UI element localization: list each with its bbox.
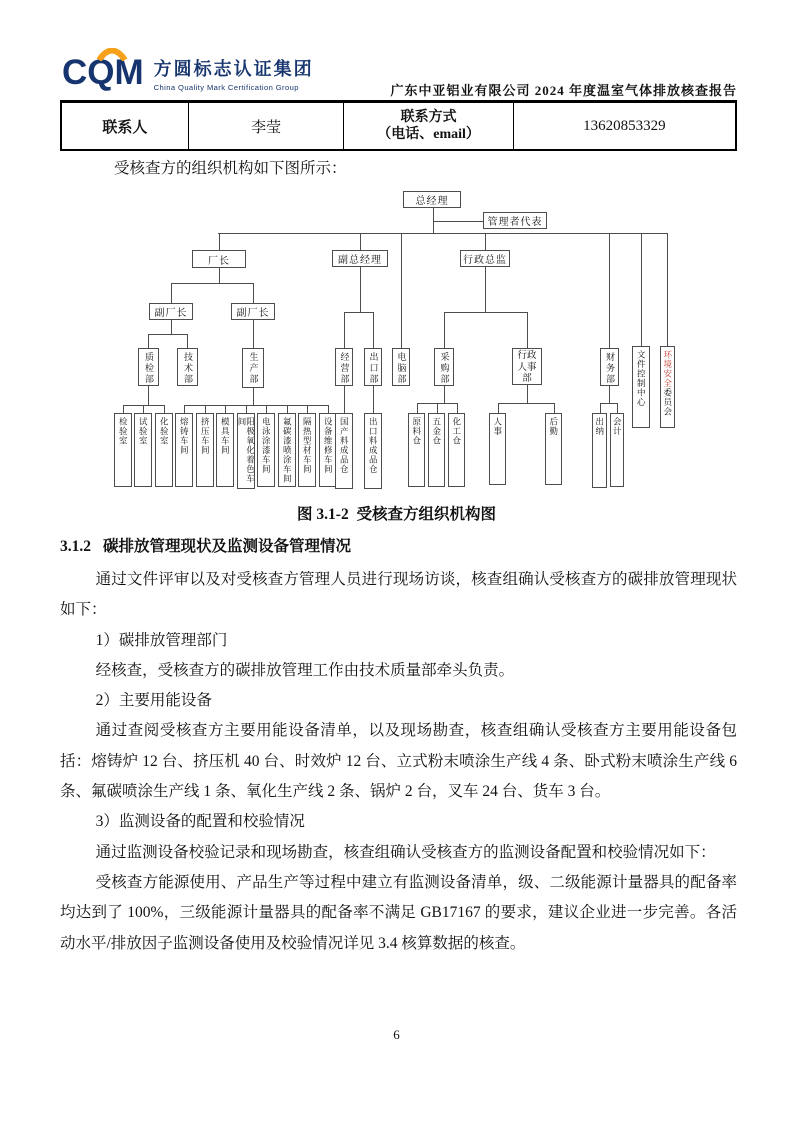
org-line: [148, 334, 149, 348]
intro-sentence: 受核查方的组织机构如下图所示：: [114, 160, 347, 177]
org-line: [287, 405, 288, 413]
org-line: [360, 266, 361, 312]
paragraph: 经核查，受核查方的碳排放管理工作由技术质量部牵头负责。: [95, 661, 515, 679]
org-line: [600, 403, 601, 413]
cqm-acronym: CQM: [62, 53, 144, 92]
org-line: [187, 334, 188, 348]
contact-table: [60, 103, 737, 151]
org-line: [205, 405, 206, 413]
paragraph: 通过查阅受核查方主要用能设备清单，以及现场勘查，核查组确认受核查方主要用能设备包括：熔铸炉 12 台、挤压机 40 台、时效炉 12 台、立式粉末喷涂生产线 4 条、卧式粉末喷涂生产线 6 条、氟碳喷涂生产线 1 条、氧化生产线 2 条、锅炉 2 台，叉车 24 台、货车 3 台。: [60, 722, 737, 801]
org-line: [498, 403, 554, 404]
contact-label-cell: 联系人: [102, 119, 148, 136]
section-title: 碳排放管理现状及监测设备管理情况: [103, 538, 352, 555]
org-node-lab-room: 化验室: [155, 413, 173, 487]
org-node-export-dept: 出口部: [364, 348, 382, 386]
org-line: [498, 403, 499, 413]
org-line: [344, 386, 345, 413]
body-text-block: [60, 534, 737, 959]
org-line: [360, 233, 361, 250]
org-node-general-manager: 总经理: [403, 191, 461, 208]
org-line: [554, 403, 555, 413]
org-line: [444, 312, 528, 313]
org-node-equipment-maintenance-workshop: 设备维修车间: [319, 413, 337, 487]
org-node-test-room: 试验室: [134, 413, 152, 487]
org-line: [253, 388, 254, 405]
section-heading: [60, 534, 737, 556]
org-line: [609, 233, 610, 348]
org-line: [667, 233, 668, 346]
paragraph: 受核查方能源使用、产品生产等过程中建立有监测设备清单，级、二级能源计量器具的配备率均达到了 100%，三级能源计量器具的配备率不满足 GB17167 的要求，建议企业进一步完善。各活动水平/排放因子监测设备使用及校验情况详见 3.4 核算数据的核查。: [60, 873, 737, 952]
cqm-arc-icon: [95, 48, 129, 61]
org-node-admin-hr-dept: 行政人事部: [512, 348, 542, 385]
org-line: [184, 405, 185, 413]
org-line: [485, 233, 486, 250]
report-title: 广东中亚铝业有限公司 2024 年度温室气体排放核查报告: [390, 83, 737, 98]
figure-caption: 图 3.1-2 受核查方组织机构图: [297, 506, 496, 523]
org-line: [444, 312, 445, 348]
cqm-logo-names: [154, 55, 314, 92]
org-line: [171, 283, 172, 303]
org-node-logistics: 后勤: [545, 413, 562, 485]
org-node-production-dept: 生产部: [242, 348, 264, 388]
org-line: [143, 405, 144, 413]
org-line: [457, 403, 458, 413]
org-node-export-product-warehouse: 出口料成品仓: [364, 413, 382, 489]
org-node-management-representative: 管理者代表: [483, 212, 547, 229]
cqm-logo-mark: [62, 52, 144, 94]
org-line: [433, 221, 483, 222]
section-number: 3.1.2: [60, 538, 91, 555]
org-node-chemical-warehouse: 化工仓: [448, 413, 465, 487]
org-line: [437, 403, 438, 413]
org-line: [171, 283, 254, 284]
org-node-mold-workshop: 模具车间: [216, 413, 234, 487]
org-line: [225, 405, 226, 413]
org-node-deputy-factory-director-1: 副厂长: [149, 303, 193, 320]
org-line: [417, 403, 418, 413]
org-line: [444, 386, 445, 403]
page-number: 6: [393, 1027, 400, 1042]
paragraph: 2）主要用能设备: [95, 692, 212, 710]
org-line: [253, 320, 254, 348]
org-node-deputy-general-manager: 副总经理: [332, 250, 388, 267]
paragraph: 通过监测设备校验记录和现场勘查，核查组确认受核查方的监测设备配置和校验情况如下：: [95, 843, 716, 861]
org-line: [617, 403, 618, 413]
org-line: [307, 405, 308, 413]
contact-name-cell: 李莹: [188, 103, 343, 149]
org-line: [373, 312, 374, 348]
org-node-extrusion-workshop: 挤压车间: [196, 413, 214, 487]
org-node-qc-dept: 质检部: [138, 348, 159, 386]
paragraph: 3）监测设备的配置和校验情况: [95, 813, 305, 831]
org-node-accountant: 会计: [610, 413, 624, 487]
contact-method-cell: [343, 103, 513, 149]
org-line: [246, 405, 247, 413]
org-line: [344, 312, 374, 313]
org-line: [527, 312, 528, 348]
org-line: [253, 283, 254, 303]
org-node-deputy-factory-director-2: 副厂长: [231, 303, 275, 320]
contact-method-line1: 联系方式: [400, 110, 457, 125]
org-node-document-control-center: 文件控制中心: [632, 346, 650, 428]
org-node-computer-dept: 电脑部: [392, 348, 410, 386]
org-node-domestic-product-warehouse: 国产料成品仓: [335, 413, 353, 489]
org-node-raw-material-warehouse: 原料仓: [408, 413, 425, 487]
org-line: [641, 233, 642, 346]
org-line: [609, 386, 610, 403]
org-line: [148, 334, 188, 335]
org-line: [373, 386, 374, 413]
paragraph: 通过文件评审以及对受核查方管理人员进行现场访谈，核查组确认受核查方的碳排放管理现状如下：: [60, 571, 737, 619]
org-node-finance-dept: 财务部: [600, 348, 619, 386]
org-node-ehs-committee: 环境安全委员会: [660, 346, 675, 428]
org-line: [219, 233, 220, 250]
org-line: [527, 385, 528, 403]
cqm-name-cn: 方圆标志认证集团: [153, 58, 314, 79]
org-node-electrophoresis-workshop: 电泳涂漆车间: [257, 413, 275, 487]
org-node-fluorocarbon-workshop: 氟碳漆喷涂车间: [278, 413, 296, 487]
org-node-hardware-warehouse: 五金仓: [428, 413, 445, 487]
org-node-thermal-break-workshop: 隔热型材车间: [298, 413, 316, 487]
org-node-cashier: 出纳: [592, 413, 607, 488]
org-line: [123, 405, 124, 413]
org-node-personnel: 人事: [489, 413, 506, 485]
org-line: [219, 268, 220, 283]
org-line: [266, 405, 267, 413]
org-node-inspection-room: 检验室: [114, 413, 132, 487]
org-line: [123, 405, 165, 406]
org-line: [164, 405, 165, 413]
org-line: [401, 233, 402, 348]
cqm-logo: [62, 52, 314, 94]
org-line: [171, 320, 172, 334]
org-line: [344, 312, 345, 348]
org-node-factory-director: 厂长: [192, 250, 246, 268]
org-line: [148, 386, 149, 405]
org-line: [485, 266, 486, 312]
org-node-business-dept: 经营部: [335, 348, 353, 386]
org-node-tech-dept: 技术部: [177, 348, 198, 386]
org-node-admin-director: 行政总监: [460, 250, 510, 267]
org-line: [218, 233, 668, 234]
org-line: [600, 403, 618, 404]
cqm-name-en: China Quality Mark Certification Group: [153, 82, 299, 92]
org-node-purchasing-dept: 采购部: [434, 348, 454, 386]
contact-phone-cell: 13620853329: [513, 103, 735, 149]
org-node-anodizing-workshop: 阳极氧化着色车间: [237, 413, 255, 489]
paragraph: 1）碳排放管理部门: [95, 631, 228, 649]
org-node-casting-workshop: 熔铸车间: [175, 413, 193, 487]
contact-method-line2: （电话、email）: [377, 127, 480, 142]
org-line: [328, 405, 329, 413]
